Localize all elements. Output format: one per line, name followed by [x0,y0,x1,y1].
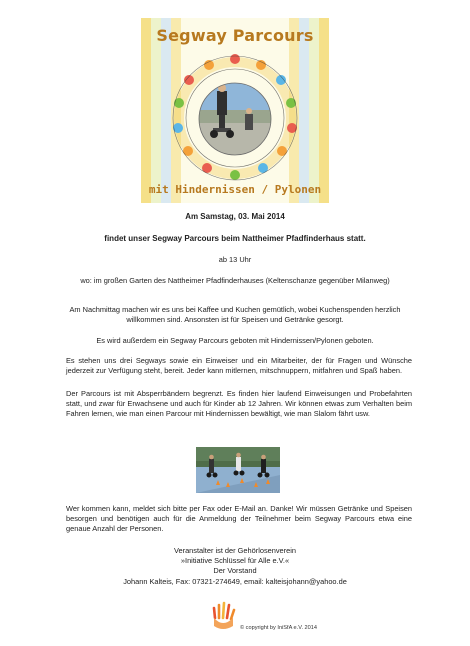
paragraph-segways: Es stehen uns drei Segways sowie ein Einweiser und ein Mitarbeiter, der für Fragen und Wünsche jederzeit zur Verfügung steht, bereit. Jeder kann mitlernen, mitschnuppern, mitfahren und Spaß haben. [66,356,412,376]
organizer-line-2: »Initiative Schlüssel für Alle e.V.« [180,556,290,566]
event-headline: findet unser Segway Parcours beim Nattheimer Pfadfinderhaus statt. [104,234,366,243]
segway-poster-image [141,18,329,203]
paragraph-coffee-line-1: Am Nachmittag machen wir es uns bei Kaffee und Kuchen gemütlich, wobei Kuchenspenden herzlich [69,305,401,314]
organizer-line-3: Der Vorstand [213,566,257,576]
children-circle-illustration [141,18,329,203]
paragraph-registration: Wer kommen kann, meldet sich bitte per Fax oder E-Mail an. Danke! Wir müssen Getränke und Speisen besorgen und benötigen auch für die Anmeldung der Teilnehmer beim Segway Parcours etwa eine genaue Anzahl der Personen. [66,504,412,534]
segway-photo [196,447,280,493]
event-date: Am Samstag, 03. Mai 2014 [185,212,285,221]
poster-subtitle: mit Hindernissen / Pylonen [148,183,322,196]
organizer-contact: Johann Kalteis, Fax: 07321-274649, email: kalteisjohann@yahoo.de [123,576,347,586]
copyright-text: © copyright by IniSfA e.V. 2014 [240,625,317,631]
segway-photo-graphic [196,447,280,493]
poster-title: Segway Parcours [156,26,314,45]
paragraph-coffee-line-2: willkommen sind. Ansonsten ist für Speisen und Getränke gesorgt. [126,315,344,325]
event-location: wo: im großen Garten des Nattheimer Pfadfinderhauses (Keltenschanze gegenüber Milanweg) [80,276,390,285]
event-time: ab 13 Uhr [218,255,252,264]
organizer-line-1: Veranstalter ist der Gehörlosenverein [173,546,296,555]
paragraph-coffee [40,305,430,325]
organizer-block [0,546,470,587]
hands-logo-icon [211,598,237,632]
paragraph-barriers: Der Parcours ist mit Absperrbändern begrenzt. Es finden hier laufend Einweisungen und Probefahrten statt, und zwar für Erwachsene und auch für Kinder ab 12 Jahren. Wir können etwas zum Verhalten beim Fahren lernen, wie man einen Parcour mit Hindernissen bewältigt, wie man Slalom fährt usw. [66,389,412,419]
paragraph-parcours: Es wird außerdem ein Segway Parcours geboten mit Hindernissen/Pylonen geboten. [96,336,374,345]
